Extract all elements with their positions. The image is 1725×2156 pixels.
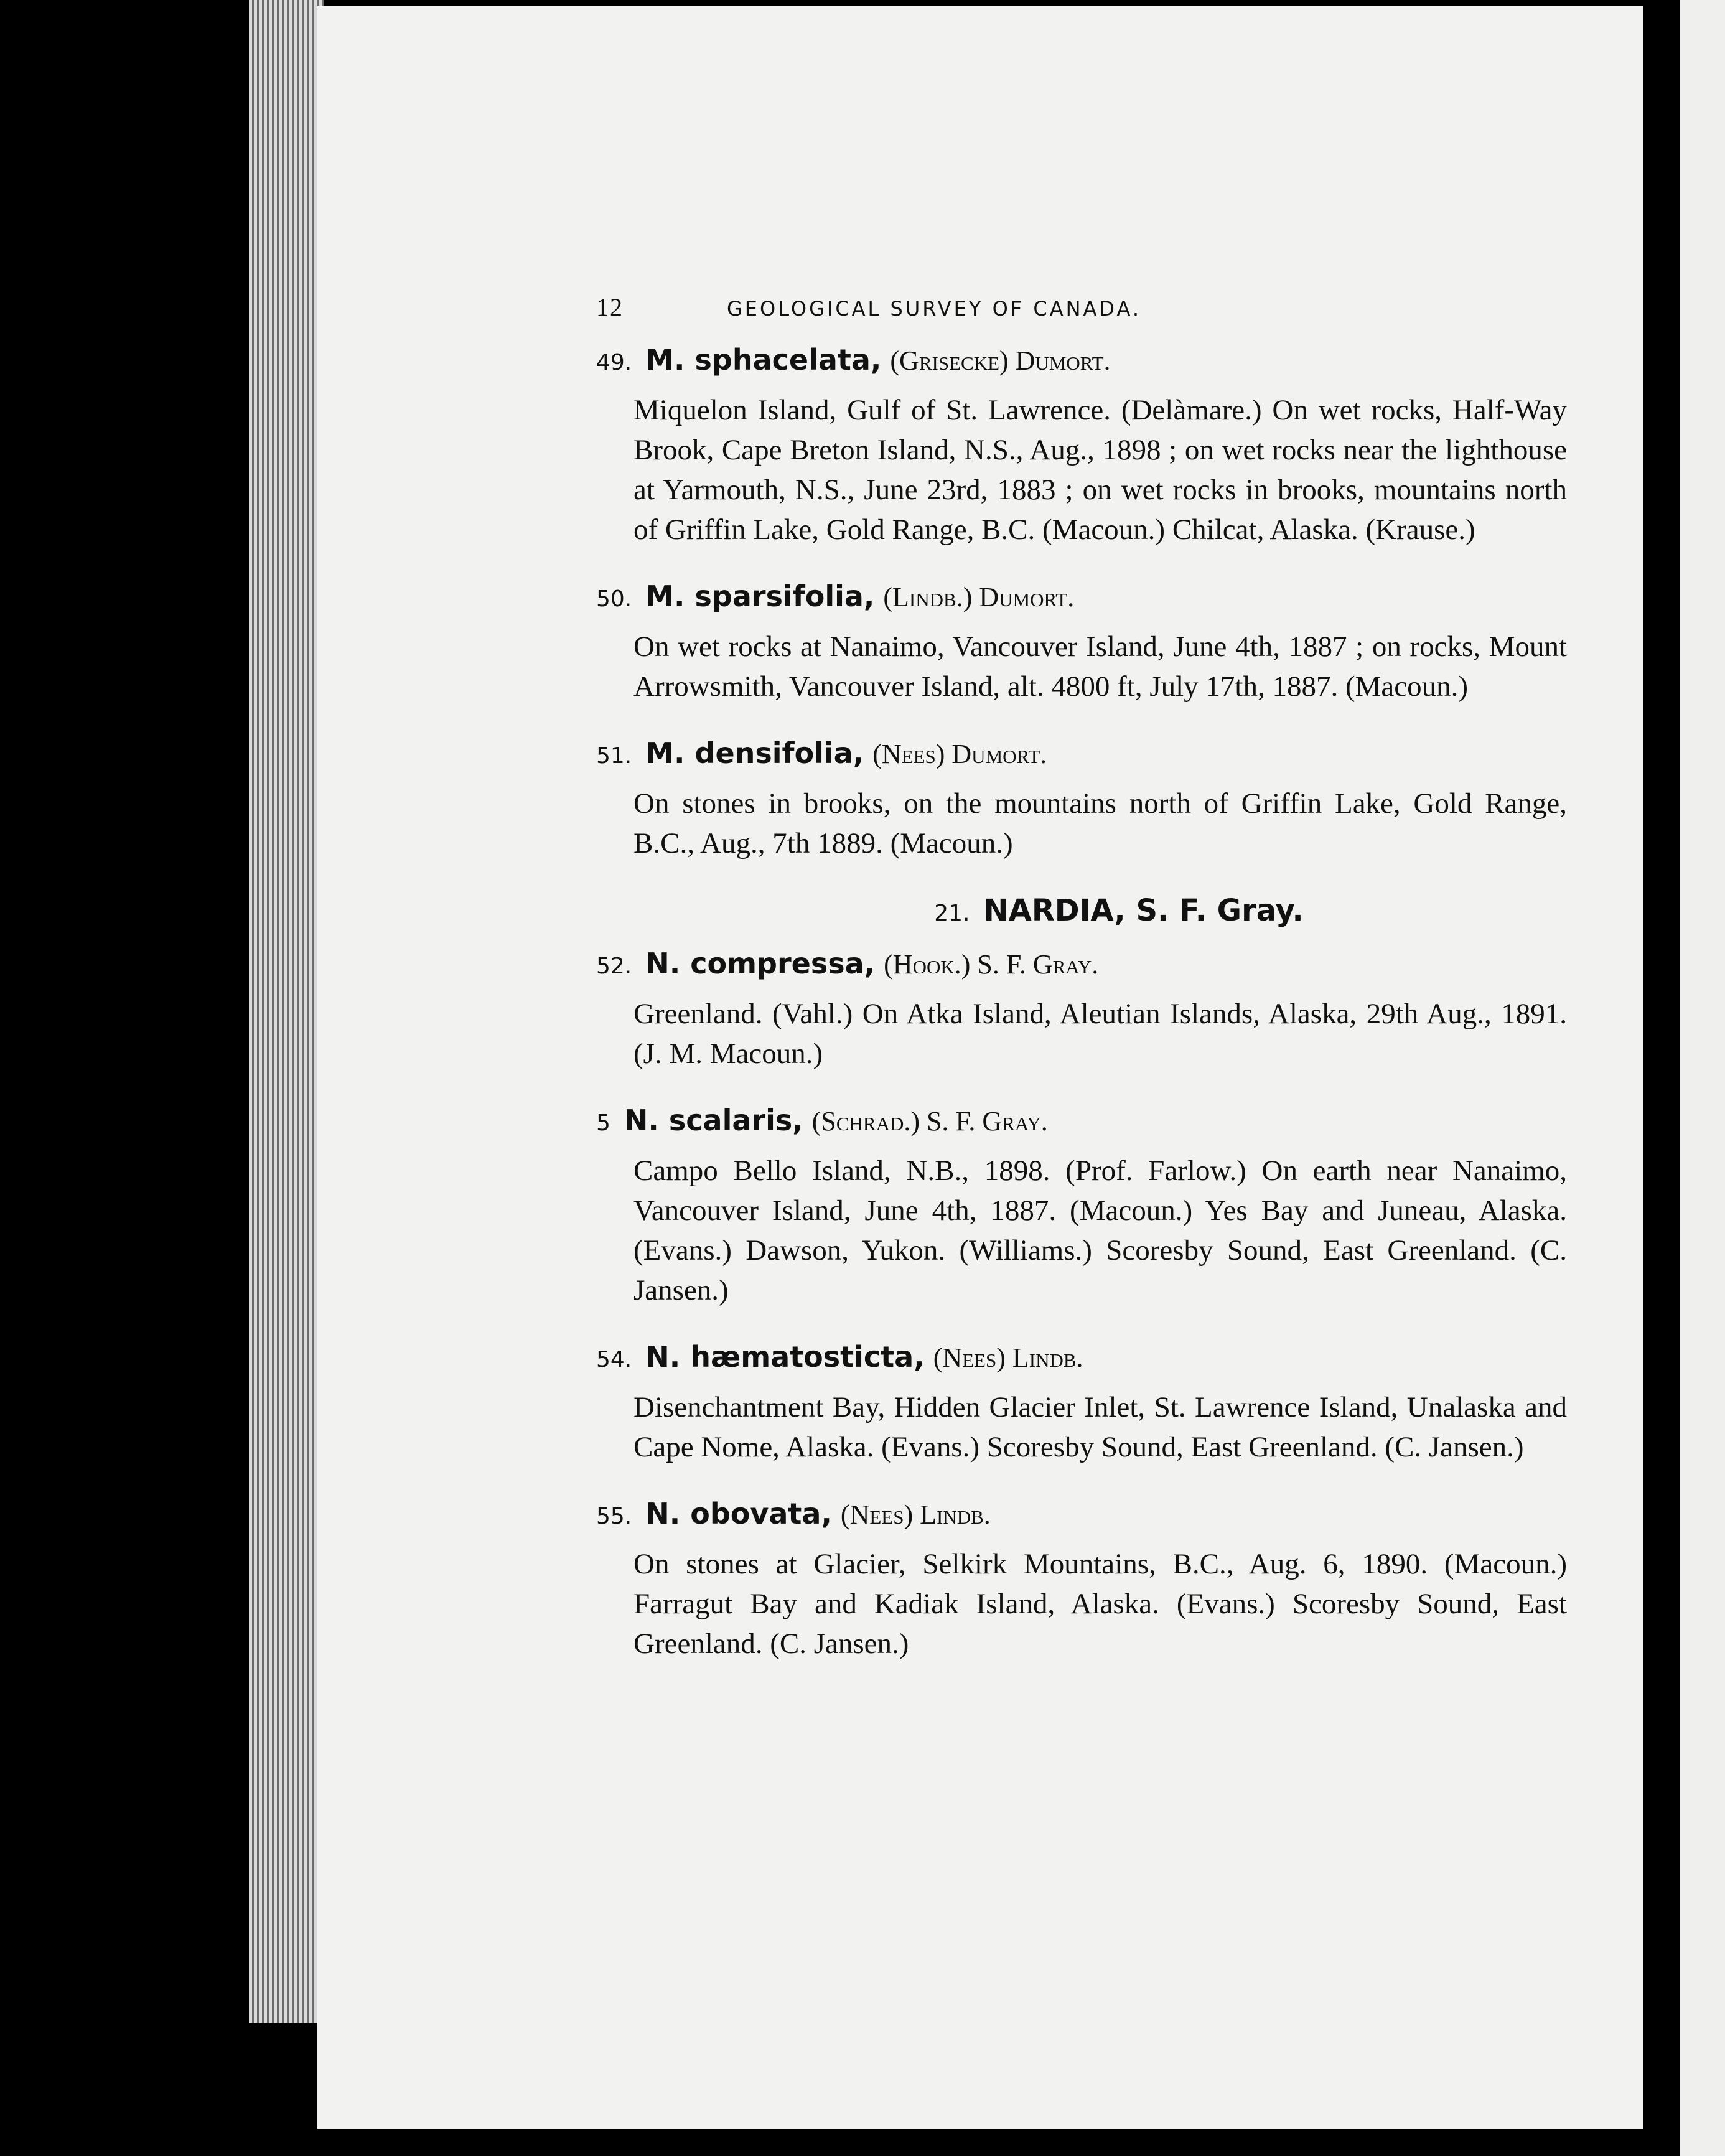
species-entry bbox=[596, 947, 1567, 1074]
species-author: (Nees) Lindb. bbox=[840, 1499, 991, 1530]
species-name: N. hæmatosticta, bbox=[645, 1340, 925, 1374]
species-author: (Nees) Dumort. bbox=[872, 739, 1047, 769]
species-author: (Nees) Lindb. bbox=[933, 1343, 1083, 1373]
species-author: (Grisecke) Dumort. bbox=[890, 345, 1111, 376]
species-name: N. scalaris, bbox=[624, 1104, 803, 1137]
species-entry bbox=[596, 1104, 1567, 1310]
entry-heading bbox=[596, 343, 1567, 377]
species-author: (Schrad.) S. F. Gray. bbox=[811, 1106, 1048, 1137]
species-name: M. densifolia, bbox=[645, 736, 864, 770]
entry-text: Greenland. (Vahl.) On Atka Island, Aleutian Islands, Alaska, 29th Aug., 1891. (J. M. Macoun.) bbox=[633, 998, 1567, 1070]
entry-number: 51. bbox=[596, 743, 632, 769]
species-name: M. sparsifolia, bbox=[645, 579, 875, 613]
page-content bbox=[596, 293, 1567, 1694]
entry-text: Miquelon Island, Gulf of St. Lawrence. (Delàmare.) On wet rocks, Half-Way Brook, Cape Breton Island, N.S., Aug., 1898 ; on wet rocks near the lighthouse at Yarmouth, N.S., June 23rd, 1883 ; on wet rocks in brooks, mountains north of Griffin Lake, Gold Range, B.C. (Macoun.) Chilcat, Alaska. (Krause.) bbox=[633, 394, 1567, 546]
entry-text: On stones at Glacier, Selkirk Mountains, B.C., Aug. 6, 1890. (Macoun.) Farragut Bay and Kadiak Island, Alaska. (Evans.) Scoresby Sound, East Greenland. (C. Jansen.) bbox=[633, 1548, 1567, 1660]
entry-text: On wet rocks at Nanaimo, Vancouver Island, June 4th, 1887 ; on rocks, Mount Arrowsmith, Vancouver Island, alt. 4800 ft, July 17th, 1887. (Macoun.) bbox=[633, 630, 1567, 703]
entry-heading bbox=[596, 1497, 1567, 1530]
species-author: (Hook.) S. F. Gray. bbox=[884, 949, 1099, 980]
species-entry bbox=[596, 1497, 1567, 1664]
species-name: N. obovata, bbox=[645, 1497, 832, 1530]
species-author: (Lindb.) Dumort. bbox=[883, 582, 1075, 612]
book-page-edges bbox=[249, 0, 324, 2023]
species-name: N. compressa, bbox=[645, 947, 876, 980]
entry-number: 49. bbox=[596, 350, 632, 375]
page-number: 12 bbox=[596, 293, 624, 321]
entry-number: 5 bbox=[596, 1110, 610, 1136]
entry-heading bbox=[596, 736, 1567, 770]
genus-heading bbox=[671, 893, 1567, 928]
species-entry bbox=[596, 736, 1567, 863]
species-entry bbox=[596, 343, 1567, 550]
species-name: M. sphacelata, bbox=[645, 343, 882, 377]
entry-text: Campo Bello Island, N.B., 1898. (Prof. Farlow.) On earth near Nanaimo, Vancouver Island, June 4th, 1887. (Macoun.) Yes Bay and Juneau, Alaska. (Evans.) Dawson, Yukon. (Williams.) Scoresby Sound, East Greenland. (C. Jansen.) bbox=[633, 1155, 1567, 1306]
species-entry bbox=[596, 579, 1567, 706]
entry-heading bbox=[596, 947, 1567, 980]
page-header bbox=[596, 293, 1567, 322]
entry-text: Disenchantment Bay, Hidden Glacier Inlet, St. Lawrence Island, Unalaska and Cape Nome, Alaska. (Evans.) Scoresby Sound, East Greenland. (C. Jansen.) bbox=[633, 1391, 1567, 1463]
species-entry bbox=[596, 1340, 1567, 1467]
entry-number: 54. bbox=[596, 1347, 632, 1372]
entry-heading bbox=[596, 579, 1567, 613]
entry-number: 52. bbox=[596, 954, 632, 979]
entry-number: 55. bbox=[596, 1504, 632, 1529]
running-title: GEOLOGICAL SURVEY OF CANADA. bbox=[727, 297, 1141, 321]
genus-name: NARDIA, S. F. Gray. bbox=[983, 893, 1304, 928]
next-page-edge bbox=[1674, 0, 1725, 2156]
entry-heading bbox=[596, 1104, 1567, 1137]
entry-text: On stones in brooks, on the mountains north of Griffin Lake, Gold Range, B.C., Aug., 7th 1889. (Macoun.) bbox=[633, 787, 1567, 860]
genus-number: 21. bbox=[934, 901, 970, 926]
book-page bbox=[317, 6, 1643, 2129]
entry-number: 50. bbox=[596, 586, 632, 612]
entry-heading bbox=[596, 1340, 1567, 1374]
